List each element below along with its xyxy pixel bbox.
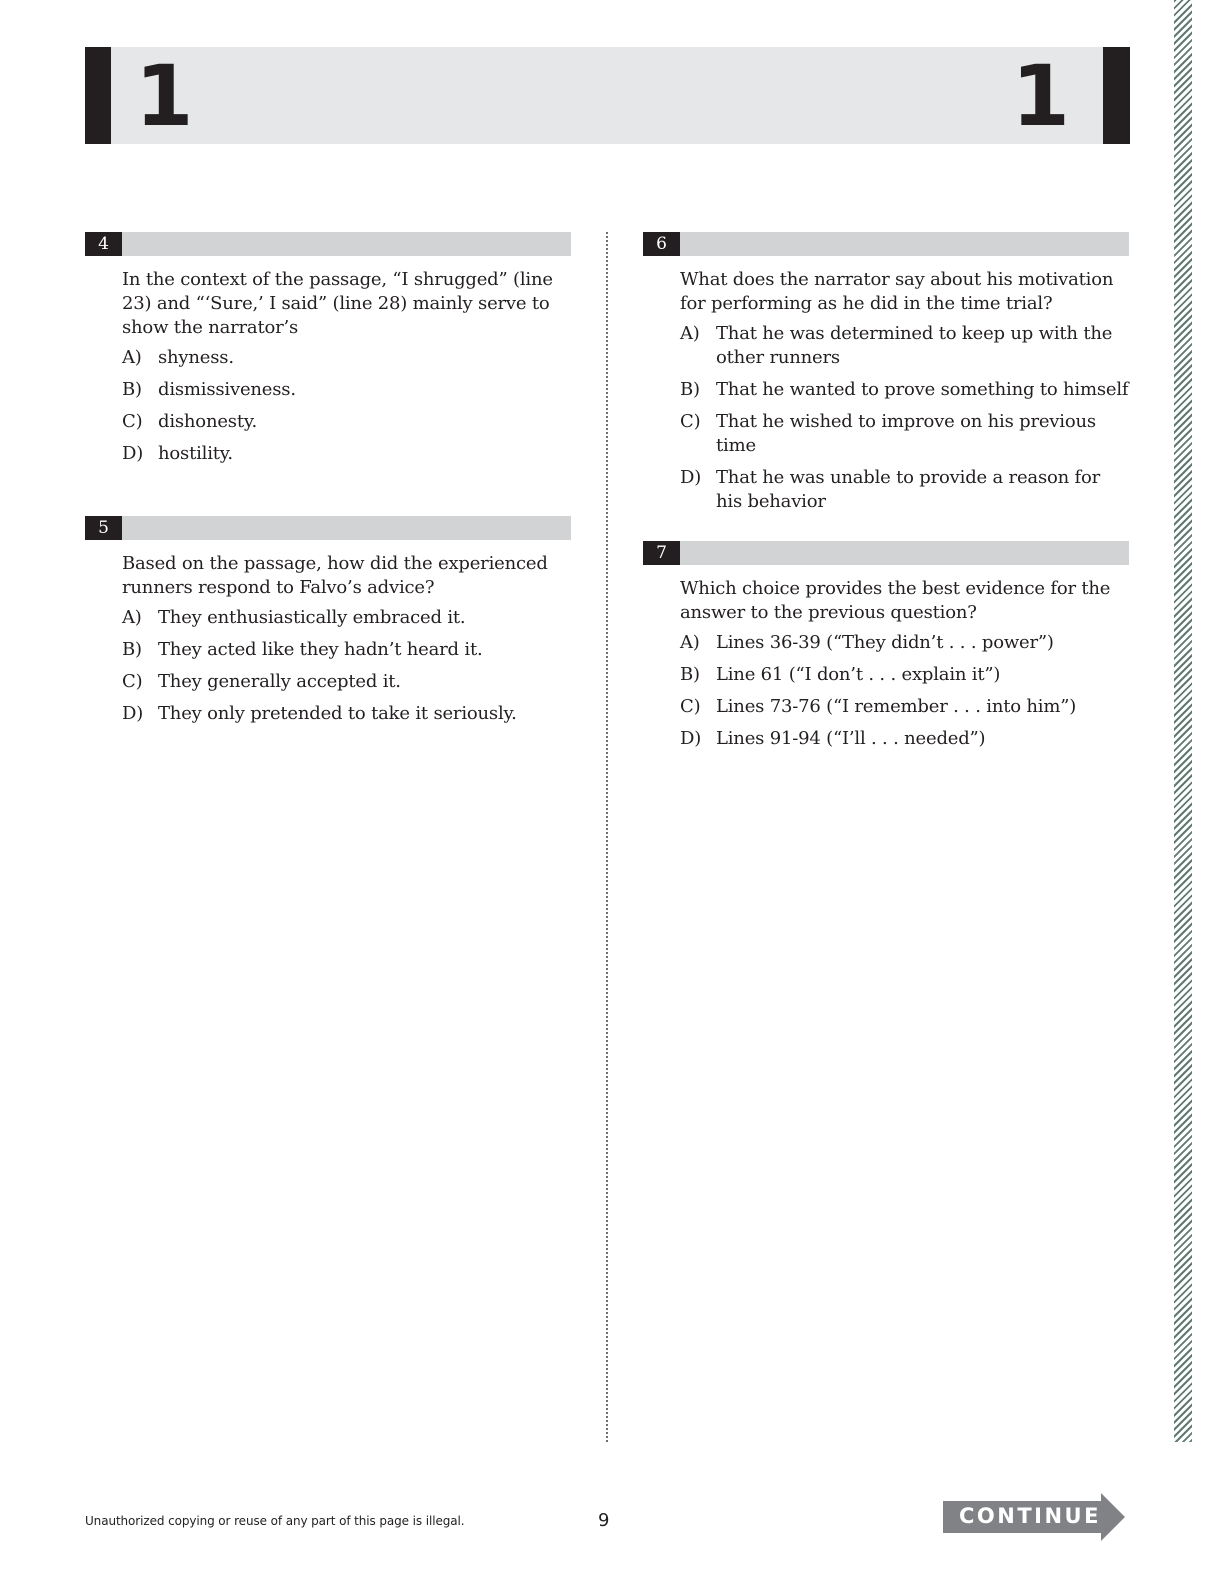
column-divider (606, 232, 608, 1442)
question-stem: Which choice provides the best evidence for the answer to the previous question? (680, 578, 1111, 623)
choice-letter: D) (122, 703, 144, 724)
question-stem: What does the narrator say about his motivation for performing as he did in the time trial? (680, 269, 1114, 314)
answer-choice-b[interactable] (680, 663, 1129, 687)
choice-text: That he wished to improve on his previous time (716, 411, 1096, 456)
choice-text: Lines 91-94 (“I’ll . . . needed”) (716, 728, 986, 749)
choice-text: dismissiveness. (158, 379, 296, 400)
question-header (643, 232, 1129, 256)
choice-letter: B) (680, 379, 700, 400)
choice-text: That he wanted to prove something to himself (716, 379, 1129, 400)
question-7 (643, 541, 1129, 759)
section-number-right: 1 (1011, 47, 1070, 145)
choice-text: They acted like they hadn’t heard it. (158, 639, 483, 660)
question-number: 4 (85, 232, 122, 256)
question-number: 5 (85, 516, 122, 540)
choice-text: That he was unable to provide a reason for his behavior (716, 467, 1101, 512)
choice-letter: C) (122, 411, 143, 432)
choice-letter: C) (122, 671, 143, 692)
answer-choice-d[interactable] (122, 702, 571, 726)
answer-choice-b[interactable] (122, 378, 571, 402)
answer-choices (122, 346, 571, 466)
choice-text: Lines 73-76 (“I remember . . . into him”) (716, 696, 1077, 717)
continue-button[interactable] (943, 1493, 1127, 1541)
continue-label: CONTINUE (959, 1504, 1101, 1528)
choice-letter: B) (122, 379, 142, 400)
question-header (85, 232, 571, 256)
choice-text: They generally accepted it. (158, 671, 401, 692)
question-4 (85, 232, 571, 474)
question-number: 7 (643, 541, 680, 565)
choice-letter: D) (680, 467, 702, 488)
choice-letter: D) (122, 443, 144, 464)
answer-choices (680, 322, 1129, 514)
choice-text: shyness. (158, 347, 234, 368)
section-header-band (85, 47, 1130, 144)
answer-choice-a[interactable] (122, 346, 571, 370)
choice-text: Line 61 (“I don’t . . . explain it”) (716, 664, 1001, 685)
choice-text: That he was determined to keep up with the other runners (716, 323, 1113, 368)
choice-letter: D) (680, 728, 702, 749)
answer-choice-b[interactable] (680, 378, 1129, 402)
answer-choice-d[interactable] (680, 727, 1129, 751)
question-6 (643, 232, 1129, 522)
question-5 (85, 516, 571, 734)
choice-letter: C) (680, 411, 701, 432)
section-number-left: 1 (135, 47, 194, 145)
answer-choice-c[interactable] (680, 695, 1129, 719)
answer-choices (680, 631, 1129, 751)
choice-letter: A) (122, 347, 142, 368)
choice-letter: A) (680, 632, 700, 653)
choice-letter: C) (680, 696, 701, 717)
answer-choice-d[interactable] (680, 466, 1129, 514)
section-band-left-bar (85, 47, 111, 144)
question-header (85, 516, 571, 540)
choice-text: dishonesty. (158, 411, 257, 432)
answer-choice-a[interactable] (680, 631, 1129, 655)
choice-letter: A) (680, 323, 700, 344)
choice-letter: A) (122, 607, 142, 628)
hatched-edge-strip (1174, 0, 1192, 1442)
section-band-right-bar (1103, 47, 1130, 144)
answer-choice-d[interactable] (122, 442, 571, 466)
choice-text: They only pretended to take it seriously. (158, 703, 517, 724)
answer-choice-b[interactable] (122, 638, 571, 662)
answer-choice-a[interactable] (122, 606, 571, 630)
question-number: 6 (643, 232, 680, 256)
answer-choice-a[interactable] (680, 322, 1129, 370)
answer-choice-c[interactable] (122, 410, 571, 434)
question-header (643, 541, 1129, 565)
choice-text: hostility. (158, 443, 233, 464)
choice-letter: B) (680, 664, 700, 685)
page-number: 9 (598, 1510, 610, 1531)
choice-text: Lines 36-39 (“They didn’t . . . power”) (716, 632, 1054, 653)
choice-letter: B) (122, 639, 142, 660)
answer-choice-c[interactable] (122, 670, 571, 694)
answer-choice-c[interactable] (680, 410, 1129, 458)
question-stem: In the context of the passage, “I shrugged” (line 23) and “‘Sure,’ I said” (line 28) mainly serve to show the narrator’s (122, 269, 553, 338)
copyright-notice: Unauthorized copying or reuse of any part of this page is illegal. (85, 1514, 465, 1528)
answer-choices (122, 606, 571, 726)
question-stem: Based on the passage, how did the experienced runners respond to Falvo’s advice? (122, 553, 548, 598)
choice-text: They enthusiastically embraced it. (158, 607, 466, 628)
